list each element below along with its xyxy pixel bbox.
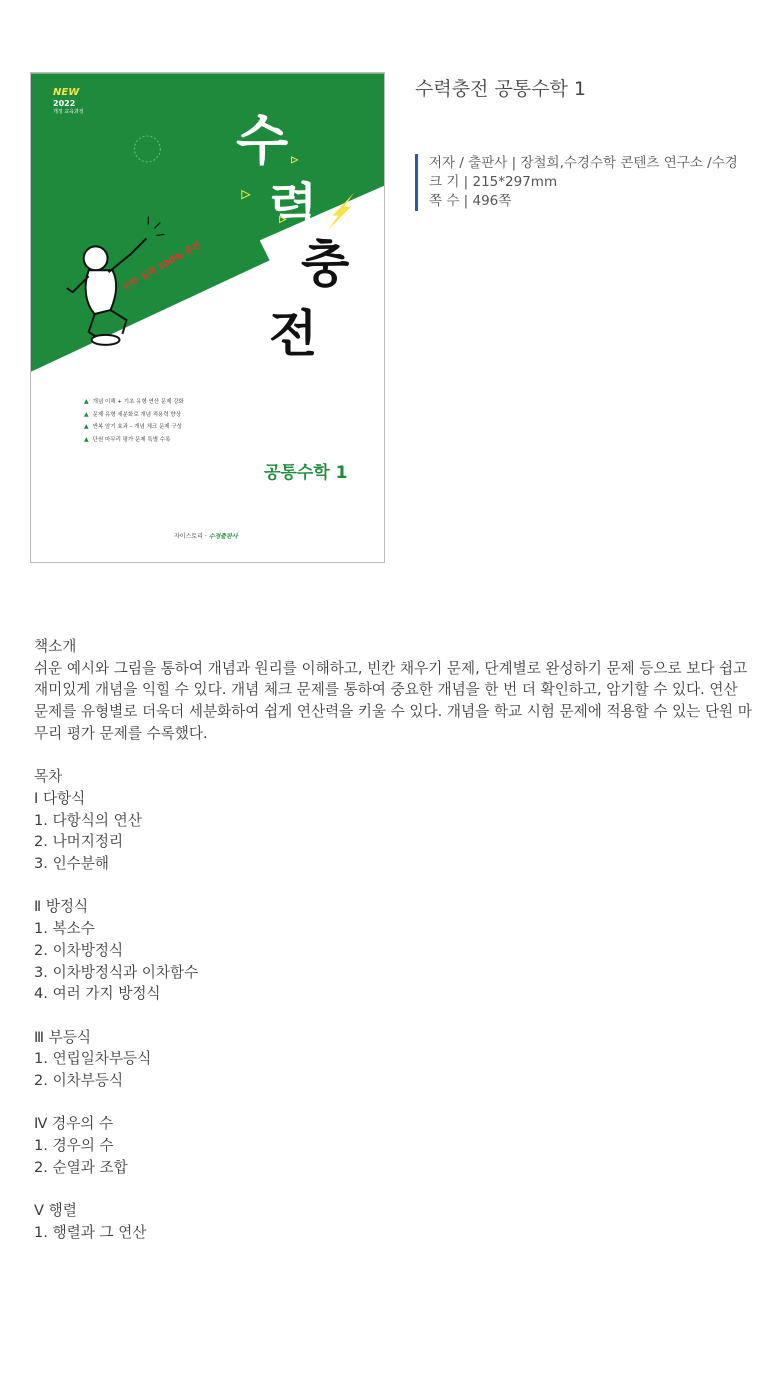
toc-item: 3. 이차방정식과 이차함수 [34, 963, 199, 981]
toc-item: 1. 다항식의 연산 [34, 811, 142, 829]
cover-feature: ▲ 문제 유형 세분화로 개념 적용력 향상 [84, 410, 182, 418]
cover-title-char: 충 [301, 235, 350, 293]
caret-up-icon: ▲ [84, 435, 89, 443]
cover-title-char: 력 [269, 178, 318, 236]
toc-item: 2. 이차부등식 [34, 1072, 124, 1090]
new-badge: NEW [53, 87, 80, 98]
toc-heading: 목차 [34, 768, 63, 786]
curriculum-year: 2022 [53, 99, 76, 108]
meta-size: 크 기 | 215*297mm [429, 174, 558, 190]
toc-item: 1. 연립일차부등식 [34, 1050, 152, 1068]
toc-section-title: Ⅰ 다항식 [34, 789, 86, 807]
cover-subject: 공통수학 1 [264, 463, 348, 483]
caret-up-icon: ▲ [84, 410, 89, 418]
product-meta [415, 154, 738, 211]
cover-green-band [31, 73, 384, 371]
product-title: 수력충전 공통수학 1 [415, 78, 586, 100]
caret-up-icon: ▲ [84, 398, 89, 405]
book-cover [30, 72, 385, 563]
toc-section-title: Ⅱ 방정식 [34, 898, 89, 916]
caret-up-icon: ▲ [84, 423, 89, 431]
toc-item: 1. 경우의 수 [34, 1137, 114, 1155]
cover-artwork [31, 73, 384, 562]
toc-item: 1. 행렬과 그 연산 [34, 1223, 147, 1241]
cover-feature: ▲ 단원 마무리 평가 문제 특별 수록 [84, 435, 171, 443]
curriculum-label: 개정 교육과정 [53, 109, 84, 115]
book-details [34, 636, 754, 1244]
toc-item: 4. 여러 가지 방정식 [34, 985, 161, 1003]
publisher-name: 자이스토리 · [174, 533, 207, 540]
meta-pages: 쪽 수 | 496쪽 [429, 193, 512, 209]
toc-item: 2. 순열과 조합 [34, 1158, 128, 1176]
cover-title-char: 전 [269, 305, 318, 363]
toc-item: 2. 이차방정식 [34, 941, 124, 959]
meta-author-publisher: 저자 / 출판사 | 장철희,수경수학 콘텐츠 연구소 /수경 [429, 155, 738, 171]
intro-heading: 책소개 [34, 638, 77, 655]
cover-slogan: 수학 실력 100% 충전 [121, 240, 204, 294]
cover-feature-list [84, 396, 184, 446]
publisher-logo: 수경출판사 [208, 533, 238, 540]
toc-section-title: Ⅲ 부등식 [34, 1028, 91, 1046]
toc-item: 3. 인수분해 [34, 855, 109, 873]
cover-feature: ▲ 개념 이해 + 기초 유형 연산 문제 강화 [84, 398, 184, 405]
toc-item: 1. 복소수 [34, 920, 95, 938]
cover-title-char: 수 [236, 109, 289, 172]
toc-item: 2. 나머지정리 [34, 833, 124, 851]
toc-section-title: Ⅴ 행렬 [34, 1202, 77, 1220]
toc-section-title: Ⅳ 경우의 수 [34, 1115, 114, 1133]
cover-publisher [174, 533, 238, 541]
intro-text: 쉬운 예시와 그림을 통하여 개념과 원리를 이해하고, 빈칸 채우기 문제, 단계별로 완성하기 문제 등으로 보다 쉽고 재미있게 개념을 익힐 수 있다. 개념 체크 문제를 통하여 중요한 개념을 한 번 더 확인하고, 암기할 수 있다. 연산 문제를 유형별로 더욱더 세분화하여 쉽게 연산력을 키울 수 있다. 개념을 학교 시험 문제에 적용할 수 있는 단원 마무리 평가 문제를 수록했다. [34, 659, 752, 742]
cover-feature: ▲ 반복 암기 효과 – 개념 체크 문제 구성 [84, 423, 182, 431]
